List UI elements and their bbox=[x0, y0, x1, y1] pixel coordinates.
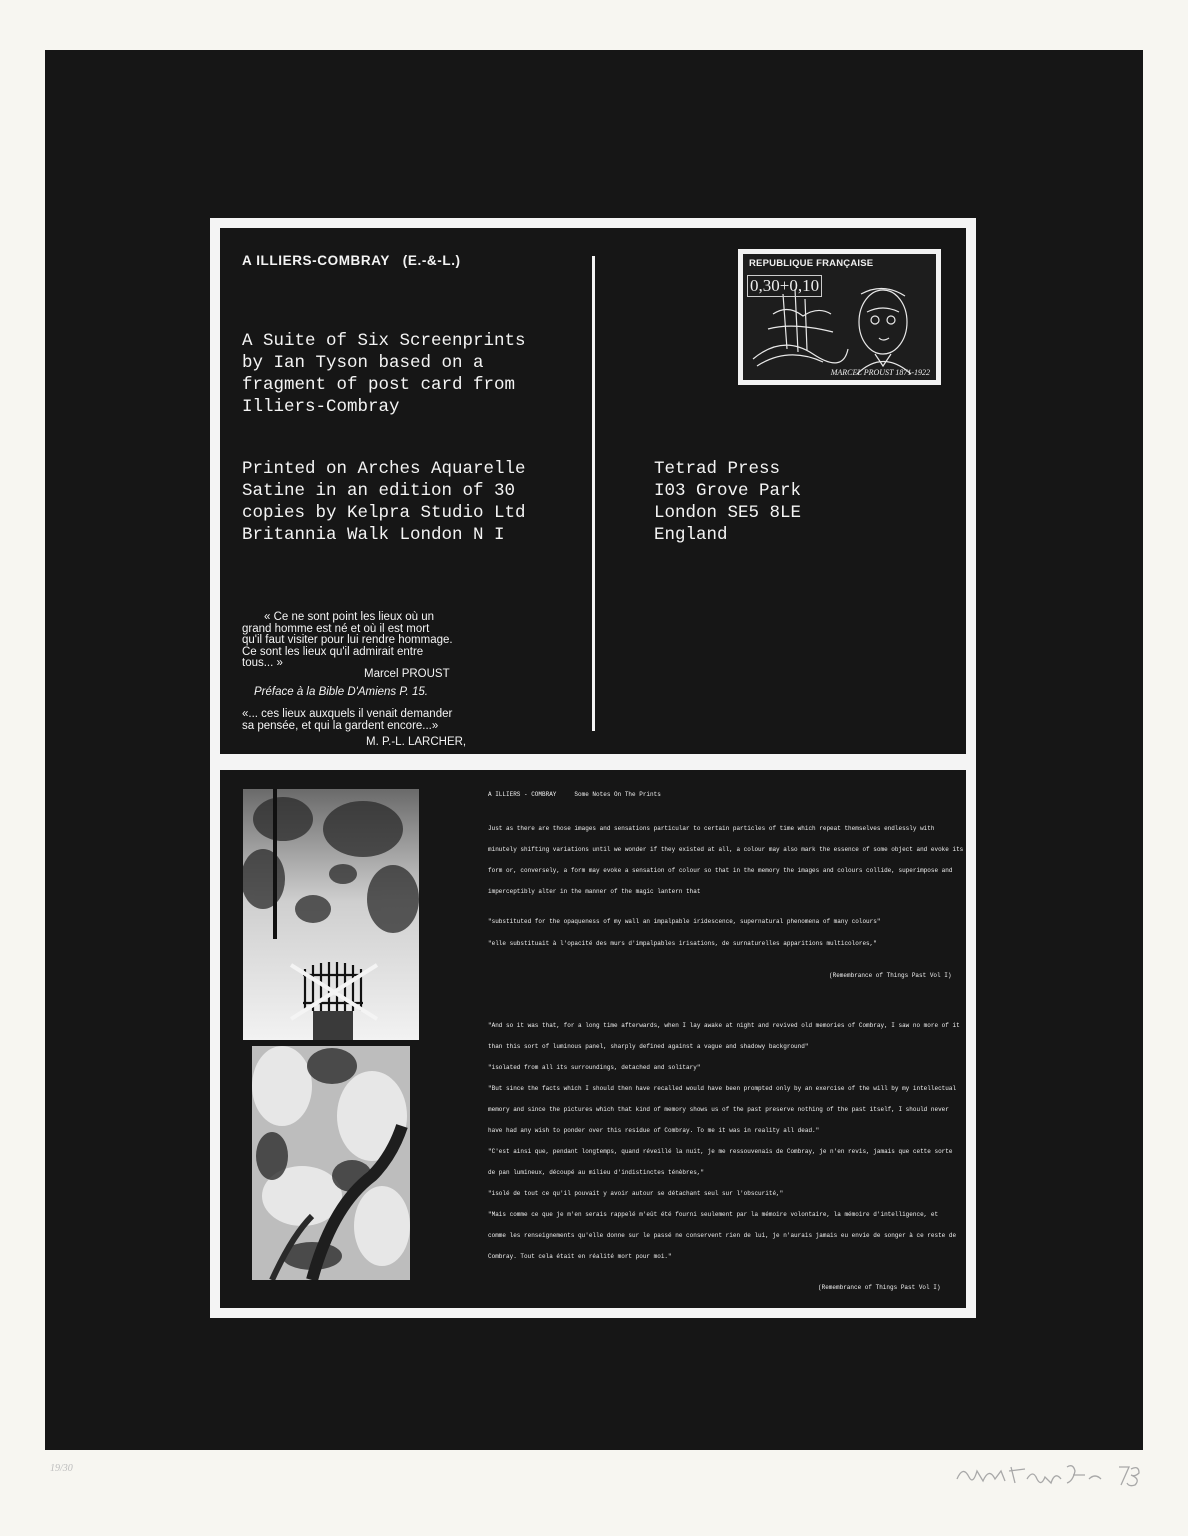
proust-quote bbox=[242, 612, 476, 670]
printing-details bbox=[242, 458, 526, 546]
quote-line: Ce sont les lieux qu'il admirait entre bbox=[242, 645, 424, 658]
postcard-title: A ILLIERS-COMBRAY (E.-&-L.) bbox=[242, 253, 461, 268]
notes-paragraph-line: "isolated from all its surroundings, detached and solitary" bbox=[488, 1064, 701, 1071]
postcard-panel bbox=[210, 218, 976, 764]
suite-line: by Ian Tyson based on a bbox=[242, 353, 484, 373]
printing-line: Satine in an edition of 30 bbox=[242, 481, 516, 501]
notes-paragraph-line: "But since the facts which I should then have recalled would have been prompted only by an exercise of the will by my intellectual bbox=[488, 1085, 957, 1092]
postcard-divider bbox=[592, 256, 595, 731]
notes-panel bbox=[210, 764, 976, 1318]
stamp-country: REPUBLIQUE FRANÇAISE bbox=[749, 258, 874, 269]
printing-line: copies by Kelpra Studio Ltd bbox=[242, 503, 526, 523]
notes-heading: A ILLIERS - COMBRAY bbox=[488, 791, 557, 798]
notes-paragraph-line: de pan lumineux, découpé au milieu d'indistinctes ténèbres," bbox=[488, 1169, 705, 1176]
quote-line: sa pensée, et qui la gardent encore...» bbox=[242, 719, 439, 732]
notes-subheading: Some Notes On The Prints bbox=[574, 791, 661, 798]
artist-signature bbox=[955, 1457, 1145, 1493]
notes-paragraph-line: "Mais comme ce que je m'en serais rappelé m'eût été fourni seulement par la mémoire volontaire, la mémoire d'intelligence, et bbox=[488, 1211, 939, 1218]
reference-citation: (Remembrance of Things Past Vol I) bbox=[818, 1284, 941, 1291]
notes-paragraph-line: comme les renseignements qu'elle donne sur le passé ne conservent rien de lui, je n'aurais jamais eu envie de songer à ce reste de bbox=[488, 1232, 957, 1239]
printing-line: Britannia Walk London N I bbox=[242, 525, 505, 545]
notes-heading-line bbox=[488, 791, 661, 798]
quote-author: Marcel PROUST bbox=[364, 668, 450, 680]
quote-line: qu'il faut visiter pour lui rendre hommage. bbox=[242, 634, 453, 646]
stamp-value: 0,30+0,10 bbox=[747, 275, 822, 297]
notes-paragraph-line: imperceptibly alter in the manner of the magic lantern that bbox=[488, 888, 701, 895]
notes-paragraph-line: "isolé de tout ce qu'il pouvait y avoir autour se détachant seul sur l'obscurité," bbox=[488, 1190, 784, 1197]
quote-french: "elle substituait à l'opacité des murs d'impalpables irisations, de surnaturelles apparitions multicolores," bbox=[488, 940, 877, 947]
path-photo bbox=[252, 1046, 410, 1280]
notes-paragraph-line: have had any wish to ponder over this residue of Combray. To me it was in reality all dead." bbox=[488, 1127, 820, 1134]
suite-line: fragment of post card from bbox=[242, 375, 516, 395]
address-line: England bbox=[654, 525, 728, 545]
edition-number: 19/30 bbox=[50, 1463, 73, 1474]
suite-line: Illiers-Combray bbox=[242, 397, 400, 417]
quote-source: Préface à la Bible D'Amiens P. 15. bbox=[254, 686, 428, 698]
stamp-caption: MARCEL PROUST 1871-1922 bbox=[830, 368, 930, 377]
quote-author: M. P.-L. LARCHER, bbox=[366, 736, 467, 748]
address-line: Tetrad Press bbox=[654, 459, 781, 479]
notes-paragraph-line: Combray. Tout cela était en réalité mort pour moi." bbox=[488, 1253, 672, 1260]
stamp-image bbox=[743, 254, 936, 380]
quote-english: "substituted for the opaqueness of my wall an impalpable iridescence, supernatural phenomena of many colours" bbox=[488, 918, 881, 925]
gate-photo-image bbox=[243, 789, 419, 1040]
address-line: I03 Grove Park bbox=[654, 481, 802, 501]
address-line: London SE5 8LE bbox=[654, 503, 802, 523]
postage-stamp bbox=[738, 249, 941, 385]
suite-line: A Suite of Six Screenprints bbox=[242, 331, 526, 351]
address-block bbox=[654, 458, 801, 546]
gate-photo bbox=[243, 789, 419, 1040]
larcher-quote bbox=[242, 709, 478, 732]
notes-paragraph-line: than this sort of luminous panel, sharply defined against a vague and shadowy background" bbox=[488, 1043, 809, 1050]
quote-line: tous... » bbox=[242, 657, 283, 669]
quote-line: grand homme est né et où il est mort bbox=[242, 622, 430, 635]
path-photo-image bbox=[252, 1046, 410, 1280]
stamp-illustration bbox=[743, 254, 936, 380]
notes-paragraph-line: Just as there are those images and sensations particular to certain particles of time which repeat themselves endlessly with bbox=[488, 825, 935, 832]
notes-paragraph-line: minutely shifting variations until we wonder if they existed at all, a colour may also mark the essence of some object and evoke its bbox=[488, 846, 964, 853]
printing-line: Printed on Arches Aquarelle bbox=[242, 459, 526, 479]
notes-paragraph-line: "And so it was that, for a long time afterwards, when I lay awake at night and revived old memories of Combray, I saw no more of it bbox=[488, 1022, 960, 1029]
quote-line: «... ces lieux auxquels il venait demander bbox=[242, 708, 453, 720]
notes-paragraph-line: memory and since the pictures which that kind of memory shows us of the past preserve nothing of the past itself, I should never bbox=[488, 1106, 949, 1113]
reference-citation: (Remembrance of Things Past Vol I) bbox=[829, 972, 952, 979]
notes-paragraph-line: form or, conversely, a form may evoke a sensation of colour so that in the memory the images and colours collide, superimpose and bbox=[488, 867, 953, 874]
quote-line: « Ce ne sont point les lieux où un bbox=[264, 611, 435, 623]
suite-description bbox=[242, 330, 526, 418]
notes-paragraph-line: "C'est ainsi que, pendant longtemps, quand réveillé la nuit, je me ressouvenais de Combray, je n'en revis, jamais que cette sorte bbox=[488, 1148, 953, 1155]
